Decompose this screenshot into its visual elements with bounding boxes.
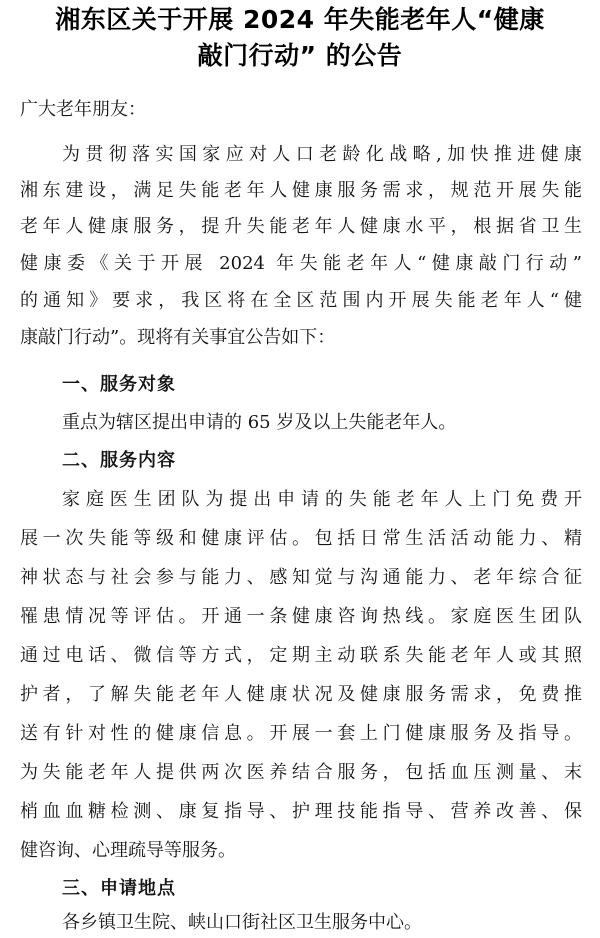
intro-line: 康敲门行动”。现将有关事宜公告如下： xyxy=(20,327,336,348)
intro-line: 的通知》要求，我区将在全区范围内开展失能老年人“健 xyxy=(20,290,582,311)
intro-line: 湘东建设，满足失能老年人健康服务需求，规范开展失能 xyxy=(20,180,582,201)
section-heading-service-content: 二、服务内容 xyxy=(62,450,176,471)
intro-line: 老年人健康服务，提升失能老年人健康水平，根据省卫生 xyxy=(20,216,582,237)
section-text: 为失能老年人提供两次医养结合服务，包括血压测量、末 xyxy=(20,762,582,783)
section-text: 家庭医生团队为提出申请的失能老年人上门免费开 xyxy=(62,489,582,510)
salutation: 广大老年朋友： xyxy=(20,99,146,120)
section-heading-application-location: 三、申请地点 xyxy=(62,878,176,899)
document-title-line-2: 敲门行动” 的公告 xyxy=(197,41,403,70)
section-text: 健咨询、心理疏导等服务。 xyxy=(20,840,236,861)
section-text: 展一次失能等级和健康评估。包括日常生活活动能力、精 xyxy=(20,528,582,549)
section-text: 神状态与社会参与能力、感知觉与沟通能力、老年综合征 xyxy=(20,567,582,588)
section-text: 梢血血糖检测、康复指导、护理技能指导、营养改善、保 xyxy=(20,801,582,822)
section-text: 罹患情况等评估。开通一条健康咨询热线。家庭医生团队 xyxy=(20,606,582,627)
section-text: 通过电话、微信等方式，定期主动联系失能老年人或其照 xyxy=(20,645,582,666)
section-text: 护者，了解失能老年人健康状况及健康服务需求，免费推 xyxy=(20,684,582,705)
section-heading-service-target: 一、服务对象 xyxy=(62,374,176,395)
intro-line: 为贯彻落实国家应对人口老龄化战略,加快推进健康 xyxy=(62,144,582,165)
document-title-line-1: 湘东区关于开展 2024 年失能老年人“健康 xyxy=(55,5,545,34)
section-text: 送有针对性的健康信息。开展一套上门健康服务及指导。 xyxy=(20,723,582,744)
intro-line: 健康委《关于开展 2024 年失能老年人“健康敲门行动” xyxy=(20,253,582,274)
section-text: 重点为辖区提出申请的 65 岁及以上失能老年人。 xyxy=(62,412,457,433)
section-text: 各乡镇卫生院、峡山口街社区卫生服务中心。 xyxy=(62,912,422,933)
